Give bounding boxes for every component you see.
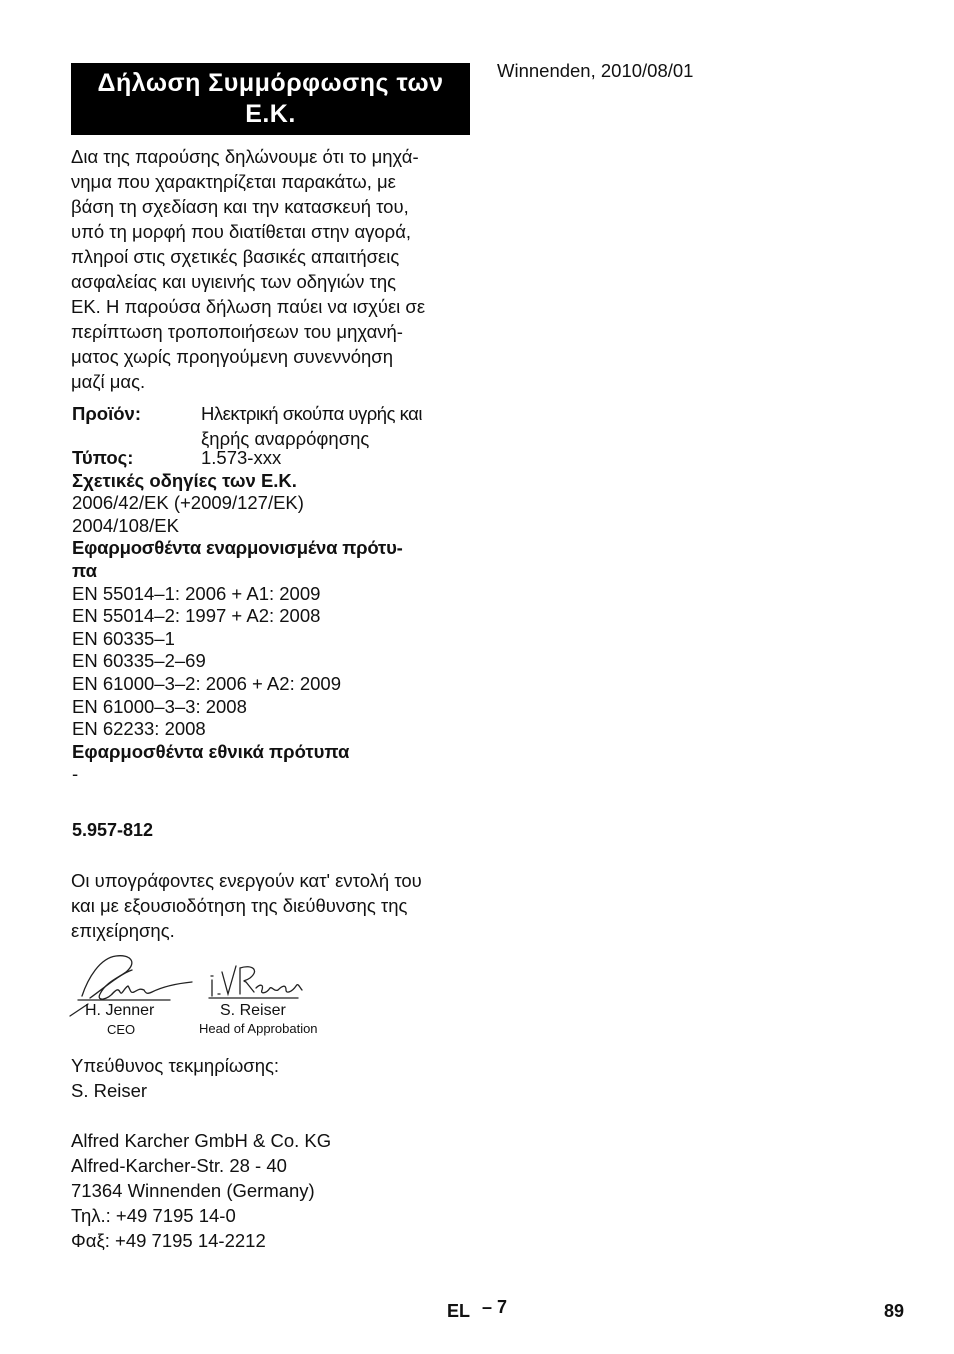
type-label: Τύπος: [72, 447, 134, 468]
intro-line: μαζί μας. [71, 371, 146, 392]
product-value-line: ξηρής αναρρόφησης [201, 428, 370, 449]
signatory-role-reiser: Head of Approbation [199, 1021, 318, 1036]
directives-heading: Σχετικές οδηγίες των Ε.Κ. [72, 469, 297, 491]
type-value: 1.573-xxx [201, 447, 282, 468]
address-line: Τηλ.: +49 7195 14-0 [71, 1205, 236, 1226]
intro-paragraph [71, 144, 471, 394]
national-heading: Εφαρμοσθέντα εθνικά πρότυπα [72, 740, 350, 762]
declaration-title [71, 63, 470, 135]
standard-item: EN 61000–3–3: 2008 [72, 695, 247, 717]
intro-line: πληροί στις σχετικές βασικές απαιτήσεις [71, 246, 400, 267]
signatory-name-jenner: H. Jenner [85, 1002, 155, 1019]
address-line: Φαξ: +49 7195 14-2212 [71, 1230, 266, 1251]
product-value [201, 401, 422, 451]
place-date: Winnenden, 2010/08/01 [497, 60, 694, 81]
title-line-1: Δήλωση Συμμόρφωσης των [97, 69, 444, 97]
standard-item: EN 60335–1 [72, 627, 175, 649]
address-line: Alfred Karcher GmbH & Co. KG [71, 1130, 332, 1151]
harmonised-heading-line: πα [72, 559, 98, 581]
documentation-label: Υπεύθυνος τεκμηρίωσης: [71, 1055, 280, 1076]
standard-item: EN 55014–1: 2006 + A1: 2009 [72, 582, 321, 604]
intro-line: Δια της παρούσης δηλώνουμε ότι το μηχά- [71, 146, 419, 167]
footer-language: EL [447, 1301, 471, 1321]
product-row [72, 401, 472, 451]
declaration-details [72, 401, 472, 786]
reiser-signature [209, 966, 302, 998]
intro-line: ασφαλείας και υγιεινής των οδηγιών της [71, 271, 397, 292]
intro-line: βάση τη σχεδίαση και την κατασκευή του, [71, 196, 409, 217]
standard-item: EN 60335–2–69 [72, 650, 206, 672]
harmonised-heading-line: Εφαρμοσθέντα εναρμονισμένα πρότυ- [72, 537, 403, 559]
standard-item: EN 55014–2: 1997 + A2: 2008 [72, 605, 321, 627]
address-line: Alfred-Karcher-Str. 28 - 40 [71, 1155, 287, 1176]
intro-line: ΕΚ. Η παρούσα δήλωση παύει να ισχύει σε [71, 296, 426, 317]
standard-item: EN 61000–3–2: 2006 + A2: 2009 [72, 672, 341, 694]
company-address [71, 1128, 331, 1253]
authority-line: επιχείρησης. [71, 920, 175, 941]
standard-item: EN 62233: 2008 [72, 718, 206, 740]
signatory-name-reiser: S. Reiser [220, 1002, 286, 1019]
signatory-role-jenner: CEO [107, 1022, 136, 1037]
authority-line: και με εξουσιοδότηση της διεύθυνσης της [71, 895, 408, 916]
intro-line: ματος χωρίς προηγούμενη συνεννόηση [71, 346, 394, 367]
address-line: 71364 Winnenden (Germany) [71, 1180, 315, 1201]
national-value: - [72, 763, 79, 785]
intro-line: υπό τη μορφή που διατίθεται στην αγορά, [71, 221, 412, 242]
intro-line: νημα που χαρακτηρίζεται παρακάτω, με [71, 171, 396, 192]
product-label: Προϊόν: [72, 403, 141, 424]
title-line-2: Ε.Κ. [245, 100, 296, 128]
product-value-line: Ηλεκτρική σκούπα υγρής και [201, 403, 422, 424]
page-number: 89 [884, 1301, 905, 1321]
documentation-person: S. Reiser [71, 1080, 148, 1101]
document-number: 5.957-812 [72, 820, 154, 840]
documentation-block [71, 1053, 279, 1103]
authority-paragraph [71, 868, 471, 943]
authority-line: Οι υπογράφοντες ενεργούν κατ' εντολή του [71, 870, 422, 891]
directive-item: 2004/108/ΕΚ [72, 514, 179, 536]
directive-item: 2006/42/ΕΚ (+2009/127/ΕΚ) [72, 492, 304, 514]
footer-section-page: – 7 [482, 1297, 508, 1317]
intro-line: περίπτωση τροποποιήσεων του μηχανή- [71, 321, 403, 342]
